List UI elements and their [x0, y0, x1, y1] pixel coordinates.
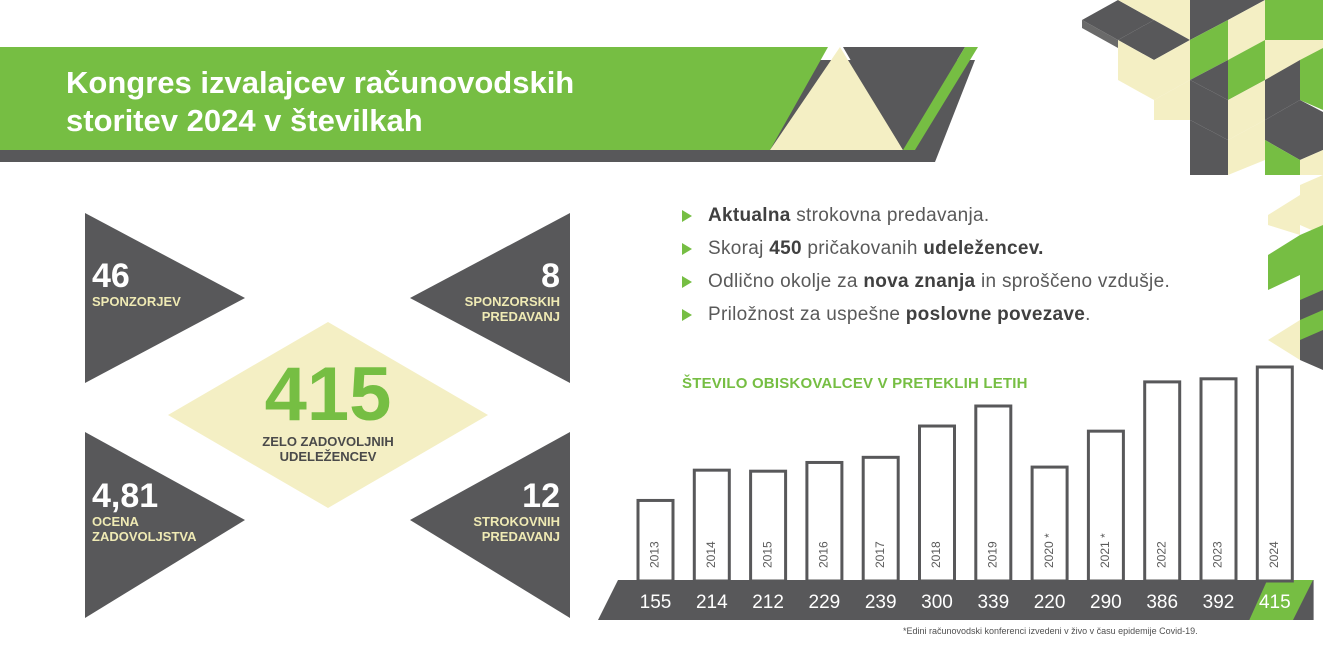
bullet-text: strokovna predavanja. [790, 205, 990, 226]
stat-expert-talks-value: 12 [522, 477, 560, 515]
x-tick-label: 2016 [816, 541, 831, 568]
data-label: 229 [808, 592, 841, 613]
bullet-text: Skoraj [708, 238, 770, 259]
page-title-line1: Kongres izvalajcev računovodskih [66, 65, 575, 100]
data-label: 290 [1090, 592, 1122, 613]
stat-expert-talks-label1: STROKOVNIH [473, 514, 560, 529]
stat-expert-talks-label2: PREDAVANJ [481, 529, 560, 544]
stat-rating-value: 4,81 [92, 477, 159, 515]
data-label: 220 [1033, 592, 1066, 613]
x-tick-label: 2024 [1266, 541, 1281, 568]
x-tick-label: 2013 [647, 541, 662, 568]
stat-rating [92, 478, 197, 544]
stat-sponsor-talks-label1: SPONZORSKIH [464, 294, 560, 309]
list-item [682, 304, 1302, 326]
stat-sponsor-talks [440, 258, 560, 324]
page-title [66, 64, 766, 140]
bullet-bold: nova znanja [863, 271, 976, 292]
list-item [682, 238, 1302, 260]
stat-satisfied-label2: UDELEŽENCEV [279, 449, 377, 464]
x-tick-label: 2018 [929, 541, 944, 568]
stat-satisfied [228, 352, 428, 464]
highlights-list [682, 205, 1302, 337]
x-tick-label: 2014 [703, 541, 718, 568]
bullet-bold: poslovne povezave [905, 304, 1086, 325]
x-tick-label: 2022 [1154, 541, 1169, 568]
stat-sponsors-value: 46 [92, 257, 130, 295]
bullet-bold: 450 [769, 238, 802, 259]
bullet-text: . [1085, 304, 1091, 325]
x-tick-label: 2021 * [1098, 533, 1113, 568]
x-tick-label: 2017 [872, 541, 887, 568]
arrow-right-icon [682, 210, 692, 222]
bullet-bold: udeležencev. [923, 238, 1044, 259]
chart-title: ŠTEVILO OBISKOVALCEV V PRETEKLIH LETIH [682, 375, 1028, 392]
stat-sponsor-talks-label2: PREDAVANJ [481, 309, 560, 324]
stat-rating-label1: OCENA [92, 514, 139, 529]
list-item [682, 205, 1302, 227]
data-label: 155 [639, 592, 672, 613]
bullet-text: Odlično okolje za [708, 271, 864, 292]
x-tick-label: 2015 [760, 541, 775, 568]
data-label: 415 [1258, 592, 1291, 613]
stat-sponsor-talks-value: 8 [541, 257, 560, 295]
bullet-bold: Aktualna [708, 205, 791, 226]
data-label: 212 [752, 592, 784, 613]
bullet-text: Priložnost za uspešne [708, 304, 906, 325]
data-label: 214 [695, 592, 728, 613]
data-label: 386 [1146, 592, 1179, 613]
stat-sponsors [92, 258, 181, 309]
chart-footnote: *Edini računovodski konferenci izvedeni v živo v času epidemije Covid-19. [903, 626, 1198, 636]
arrow-right-icon [682, 276, 692, 288]
x-tick-label: 2020 * [1041, 533, 1056, 568]
stat-rating-label2: ZADOVOLJSTVA [92, 529, 197, 544]
list-item [682, 271, 1302, 293]
data-label: 239 [864, 592, 897, 613]
stat-satisfied-value: 415 [264, 352, 392, 437]
x-tick-label: 2019 [985, 541, 1000, 568]
data-label: 300 [921, 592, 953, 613]
arrow-right-icon [682, 309, 692, 321]
bullet-text: pričakovanih [801, 238, 924, 259]
stat-expert-talks [440, 478, 560, 544]
stat-satisfied-label1: ZELO ZADOVOLJNIH [262, 434, 394, 449]
x-tick-label: 2023 [1210, 541, 1225, 568]
arrow-right-icon [682, 243, 692, 255]
data-label: 392 [1202, 592, 1235, 613]
page-title-line2: storitev 2024 v številkah [66, 103, 423, 138]
stat-sponsors-label: SPONZORJEV [92, 294, 181, 309]
data-label: 339 [977, 592, 1010, 613]
bullet-text: in sproščeno vzdušje. [975, 271, 1171, 292]
visitors-bar-chart [590, 355, 1323, 630]
